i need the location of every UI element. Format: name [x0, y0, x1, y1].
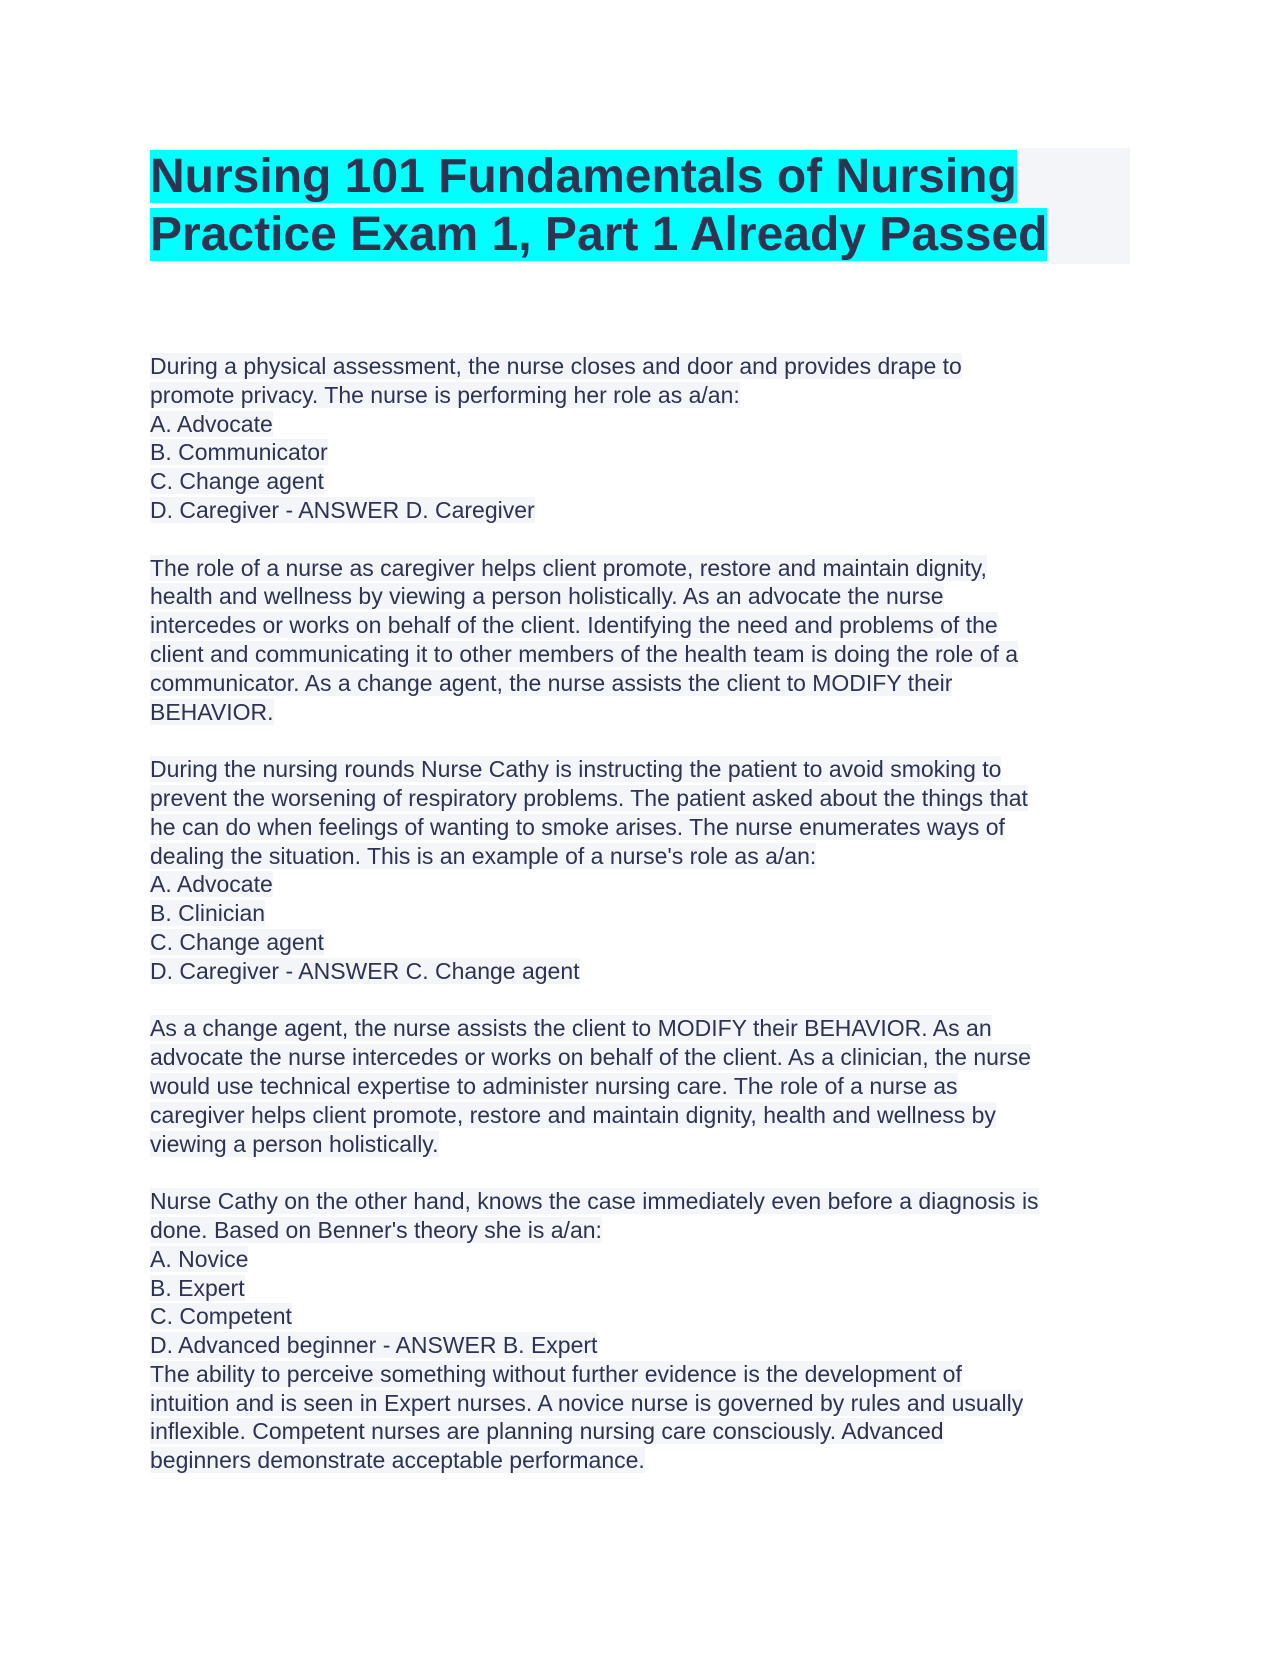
text-line	[150, 755, 1130, 784]
text-line	[150, 554, 1130, 583]
text-line-content: A. Advocate	[150, 410, 273, 437]
question-paragraph	[150, 755, 1130, 985]
text-line-content: B. Clinician	[150, 900, 266, 927]
title-line: Practice Exam 1, Part 1 Already Passed	[150, 208, 1048, 261]
text-line-content: viewing a person holistically.	[150, 1130, 439, 1157]
text-line-content: promote privacy. The nurse is performing her role as a/an:	[150, 381, 740, 408]
text-line	[150, 1043, 1130, 1072]
text-line	[150, 496, 1130, 525]
text-line-content: dealing the situation. This is an example of a nurse's role as a/an:	[150, 842, 817, 869]
text-line	[150, 467, 1130, 496]
text-line	[150, 899, 1130, 928]
text-line-content: prevent the worsening of respiratory problems. The patient asked about the things that	[150, 784, 1028, 811]
text-line-content: B. Communicator	[150, 439, 328, 466]
text-line-content: The ability to perceive something without further evidence is the development of	[150, 1360, 962, 1387]
text-line	[150, 813, 1130, 842]
text-line-content: C. Change agent	[150, 468, 324, 495]
text-line	[150, 1216, 1130, 1245]
text-line-content: caregiver helps client promote, restore and maintain dignity, health and wellness by	[150, 1101, 996, 1128]
text-line	[150, 640, 1130, 669]
text-line	[150, 1389, 1130, 1418]
text-line-content: he can do when feelings of wanting to smoke arises. The nurse enumerates ways of	[150, 813, 1005, 840]
text-line	[150, 1072, 1130, 1101]
text-line-content: D. Caregiver - ANSWER D. Caregiver	[150, 496, 535, 523]
text-line-content: The role of a nurse as caregiver helps client promote, restore and maintain dignity,	[150, 554, 987, 581]
text-line	[150, 582, 1130, 611]
text-line	[150, 842, 1130, 871]
text-line-content: done. Based on Benner's theory she is a/an:	[150, 1216, 602, 1243]
text-line	[150, 698, 1130, 727]
text-line-content: C. Competent	[150, 1303, 292, 1330]
question-paragraph	[150, 1187, 1130, 1475]
question-paragraph	[150, 352, 1130, 525]
text-line	[150, 1101, 1130, 1130]
text-line	[150, 438, 1130, 467]
text-line-content: intercedes or works on behalf of the client. Identifying the need and problems of the	[150, 612, 998, 639]
text-line	[150, 928, 1130, 957]
text-line-content: health and wellness by viewing a person holistically. As an advocate the nurse	[150, 583, 944, 610]
text-line	[150, 1331, 1130, 1360]
text-line-content: During the nursing rounds Nurse Cathy is instructing the patient to avoid smoking to	[150, 756, 1002, 783]
question-paragraph	[150, 554, 1130, 727]
text-line-content: client and communicating it to other members of the health team is doing the role of a	[150, 640, 1019, 667]
text-line-content: A. Advocate	[150, 871, 273, 898]
text-line	[150, 352, 1130, 381]
text-line-content: B. Expert	[150, 1274, 245, 1301]
text-line-content: A. Novice	[150, 1245, 249, 1272]
title-line: Nursing 101 Fundamentals of Nursing	[150, 150, 1017, 203]
text-line	[150, 1417, 1130, 1446]
text-line	[150, 870, 1130, 899]
text-line-content: communicator. As a change agent, the nurse assists the client to MODIFY their	[150, 669, 953, 696]
text-line	[150, 957, 1130, 986]
text-line-content: D. Caregiver - ANSWER C. Change agent	[150, 957, 580, 984]
text-line-content: inflexible. Competent nurses are planning nursing care consciously. Advanced	[150, 1418, 944, 1445]
text-line	[150, 1245, 1130, 1274]
text-line-content: D. Advanced beginner - ANSWER B. Expert	[150, 1332, 598, 1359]
text-line-content: As a change agent, the nurse assists the client to MODIFY their BEHAVIOR. As an	[150, 1015, 992, 1042]
text-line-content: beginners demonstrate acceptable performance.	[150, 1447, 645, 1474]
document-title	[150, 148, 1130, 264]
text-line-content: intuition and is seen in Expert nurses. A novice nurse is governed by rules and usually	[150, 1389, 1024, 1416]
text-line-content: Nurse Cathy on the other hand, knows the case immediately even before a diagnosis is	[150, 1188, 1039, 1215]
text-line	[150, 1446, 1130, 1475]
text-line	[150, 1360, 1130, 1389]
text-line	[150, 784, 1130, 813]
text-line-content: During a physical assessment, the nurse closes and door and provides drape to	[150, 353, 962, 379]
document-page	[150, 148, 1130, 1504]
text-line	[150, 381, 1130, 410]
text-line-content: would use technical expertise to administer nursing care. The role of a nurse as	[150, 1072, 958, 1099]
text-line	[150, 669, 1130, 698]
text-line-content: advocate the nurse intercedes or works on behalf of the client. As a clinician, the nurse	[150, 1044, 1031, 1071]
text-line	[150, 1274, 1130, 1303]
text-line	[150, 1014, 1130, 1043]
text-line-content: C. Change agent	[150, 928, 324, 955]
question-paragraph	[150, 1014, 1130, 1158]
text-line	[150, 1302, 1130, 1331]
document-body	[150, 352, 1130, 1475]
text-line	[150, 410, 1130, 439]
text-line	[150, 1130, 1130, 1159]
text-line	[150, 611, 1130, 640]
text-line	[150, 1187, 1130, 1216]
text-line-content: BEHAVIOR.	[150, 698, 274, 725]
